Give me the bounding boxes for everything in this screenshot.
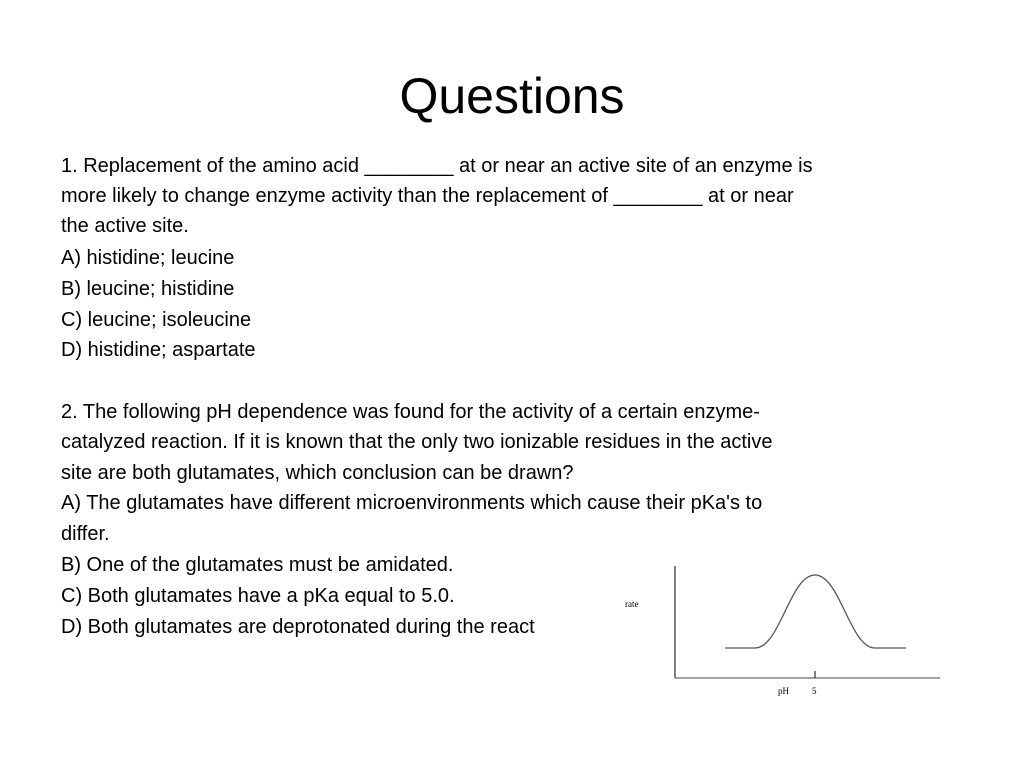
- question2-line-2: catalyzed reaction. If it is known that the only two ionizable residues in the active: [61, 431, 773, 453]
- question1-option-a: A) histidine; leucine: [61, 247, 235, 269]
- question1-line-3: the active site.: [61, 215, 189, 237]
- graph-x-tick-label: 5: [812, 686, 817, 696]
- question1-line-2: more likely to change enzyme activity than the replacement of ________ at or near: [61, 185, 794, 207]
- graph-rate-curve: [725, 575, 906, 648]
- question2-line-1: 2. The following pH dependence was found for the activity of a certain enzyme-: [61, 401, 760, 423]
- ph-rate-graph: [620, 560, 950, 705]
- question2-option-a: A) The glutamates have different microenvironments which cause their pKa's to: [61, 492, 763, 514]
- graph-x-label: pH: [778, 686, 789, 696]
- question2-line-3: site are both glutamates, which conclusion can be drawn?: [61, 462, 574, 484]
- question2-option-b: B) One of the glutamates must be amidated.: [61, 554, 454, 576]
- graph-y-label: rate: [625, 599, 639, 609]
- question1-line-1: 1. Replacement of the amino acid ________ at or near an active site of an enzyme is: [61, 155, 813, 177]
- question2-option-c: C) Both glutamates have a pKa equal to 5.0.: [61, 585, 455, 607]
- question1-option-b: B) leucine; histidine: [61, 278, 235, 300]
- slide-title: Questions: [399, 68, 625, 124]
- question1-option-c: C) leucine; isoleucine: [61, 309, 252, 331]
- question1-option-d: D) histidine; aspartate: [61, 339, 256, 361]
- question2-option-d: D) Both glutamates are deprotonated during the react: [61, 616, 535, 638]
- question2-option-a-continued: differ.: [61, 523, 110, 545]
